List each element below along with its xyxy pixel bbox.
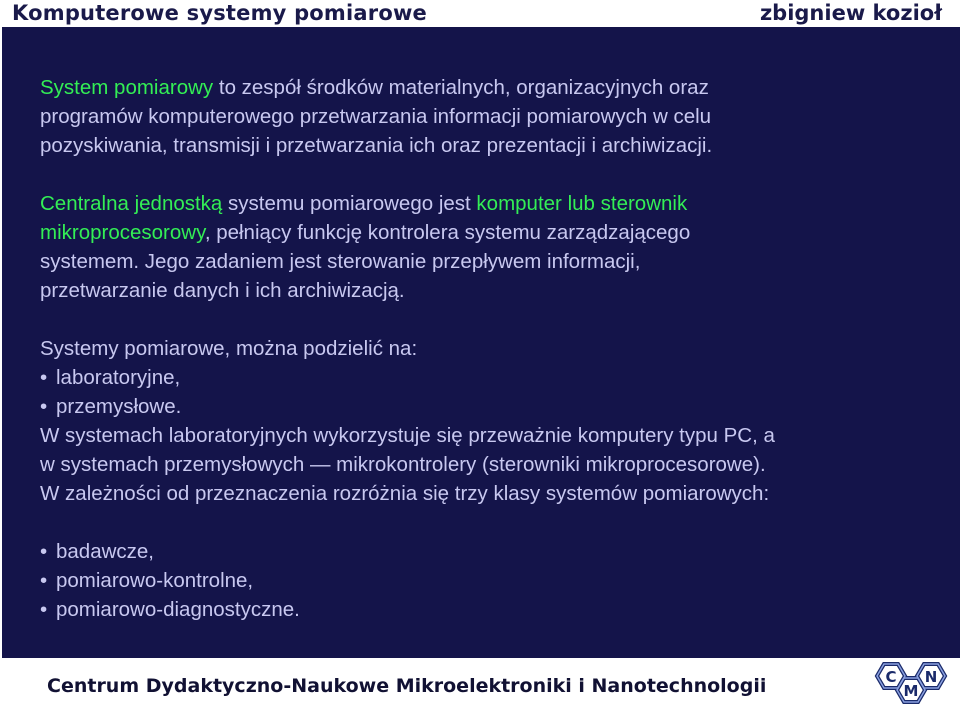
list-item-label: pomiarowo-diagnostyczne. — [56, 598, 300, 621]
list-item — [40, 566, 253, 595]
slide-footer — [0, 658, 960, 712]
list-item — [40, 537, 154, 566]
author-name: zbigniew kozioł — [759, 1, 942, 25]
list-item-label: badawcze, — [56, 540, 155, 563]
slide-body — [2, 27, 960, 658]
slide-header — [0, 0, 960, 27]
bullet-icon: • — [40, 366, 48, 389]
text-line: Systemy pomiarowe, można podzielić na: — [40, 337, 418, 360]
text-line — [40, 73, 709, 102]
text-line: W zależności od przeznaczenia rozróżnia się trzy klasy systemów pomiarowych: — [40, 482, 770, 505]
bullet-icon: • — [40, 569, 48, 592]
text-line: pozyskiwania, transmisji i przetwarzania ich oraz prezentacji i archiwizacji. — [40, 134, 713, 157]
list-item — [40, 595, 300, 624]
cmn-logo-icon — [862, 658, 960, 712]
institution-name: Centrum Dydaktyczno-Naukowe Mikroelektroniki i Nanotechnologii — [47, 675, 767, 697]
bullet-icon: • — [40, 598, 48, 621]
text-span: to zespół środków materialnych, organizacyjnych oraz — [213, 76, 709, 99]
list-item-label: przemysłowe. — [56, 395, 182, 418]
logo-letter-n: N — [924, 668, 938, 686]
term-system-pomiarowy: System pomiarowy — [40, 76, 214, 99]
slide-title: Komputerowe systemy pomiarowe — [12, 1, 428, 25]
text-span: , pełniący funkcję kontrolera systemu zarządzającego — [204, 221, 691, 244]
text-line: systemem. Jego zadaniem jest sterowanie przepływem informacji, — [40, 250, 641, 273]
term-mikroprocesorowy: mikroprocesorowy — [40, 221, 205, 244]
bullet-icon: • — [40, 540, 48, 563]
list-item — [40, 392, 181, 421]
list-item — [40, 363, 180, 392]
text-line — [40, 218, 690, 247]
text-line: przetwarzanie danych i ich archiwizacją. — [40, 279, 405, 302]
term-komputer: komputer lub sterownik — [476, 192, 688, 215]
text-line: w systemach przemysłowych — mikrokontrolery (sterowniki mikroprocesorowe). — [40, 453, 766, 476]
bullet-icon: • — [40, 395, 48, 418]
logo-letter-c: C — [885, 668, 897, 686]
list-item-label: laboratoryjne, — [56, 366, 181, 389]
text-span: systemu pomiarowego jest — [222, 192, 477, 215]
text-line — [40, 189, 687, 218]
term-centralna-jednostka: Centralna jednostką — [40, 192, 223, 215]
text-line: programów komputerowego przetwarzania informacji pomiarowych w celu — [40, 105, 712, 128]
text-line: W systemach laboratoryjnych wykorzystuje się przeważnie komputery typu PC, a — [40, 424, 775, 447]
logo-letter-m: M — [903, 682, 919, 700]
list-item-label: pomiarowo-kontrolne, — [56, 569, 254, 592]
